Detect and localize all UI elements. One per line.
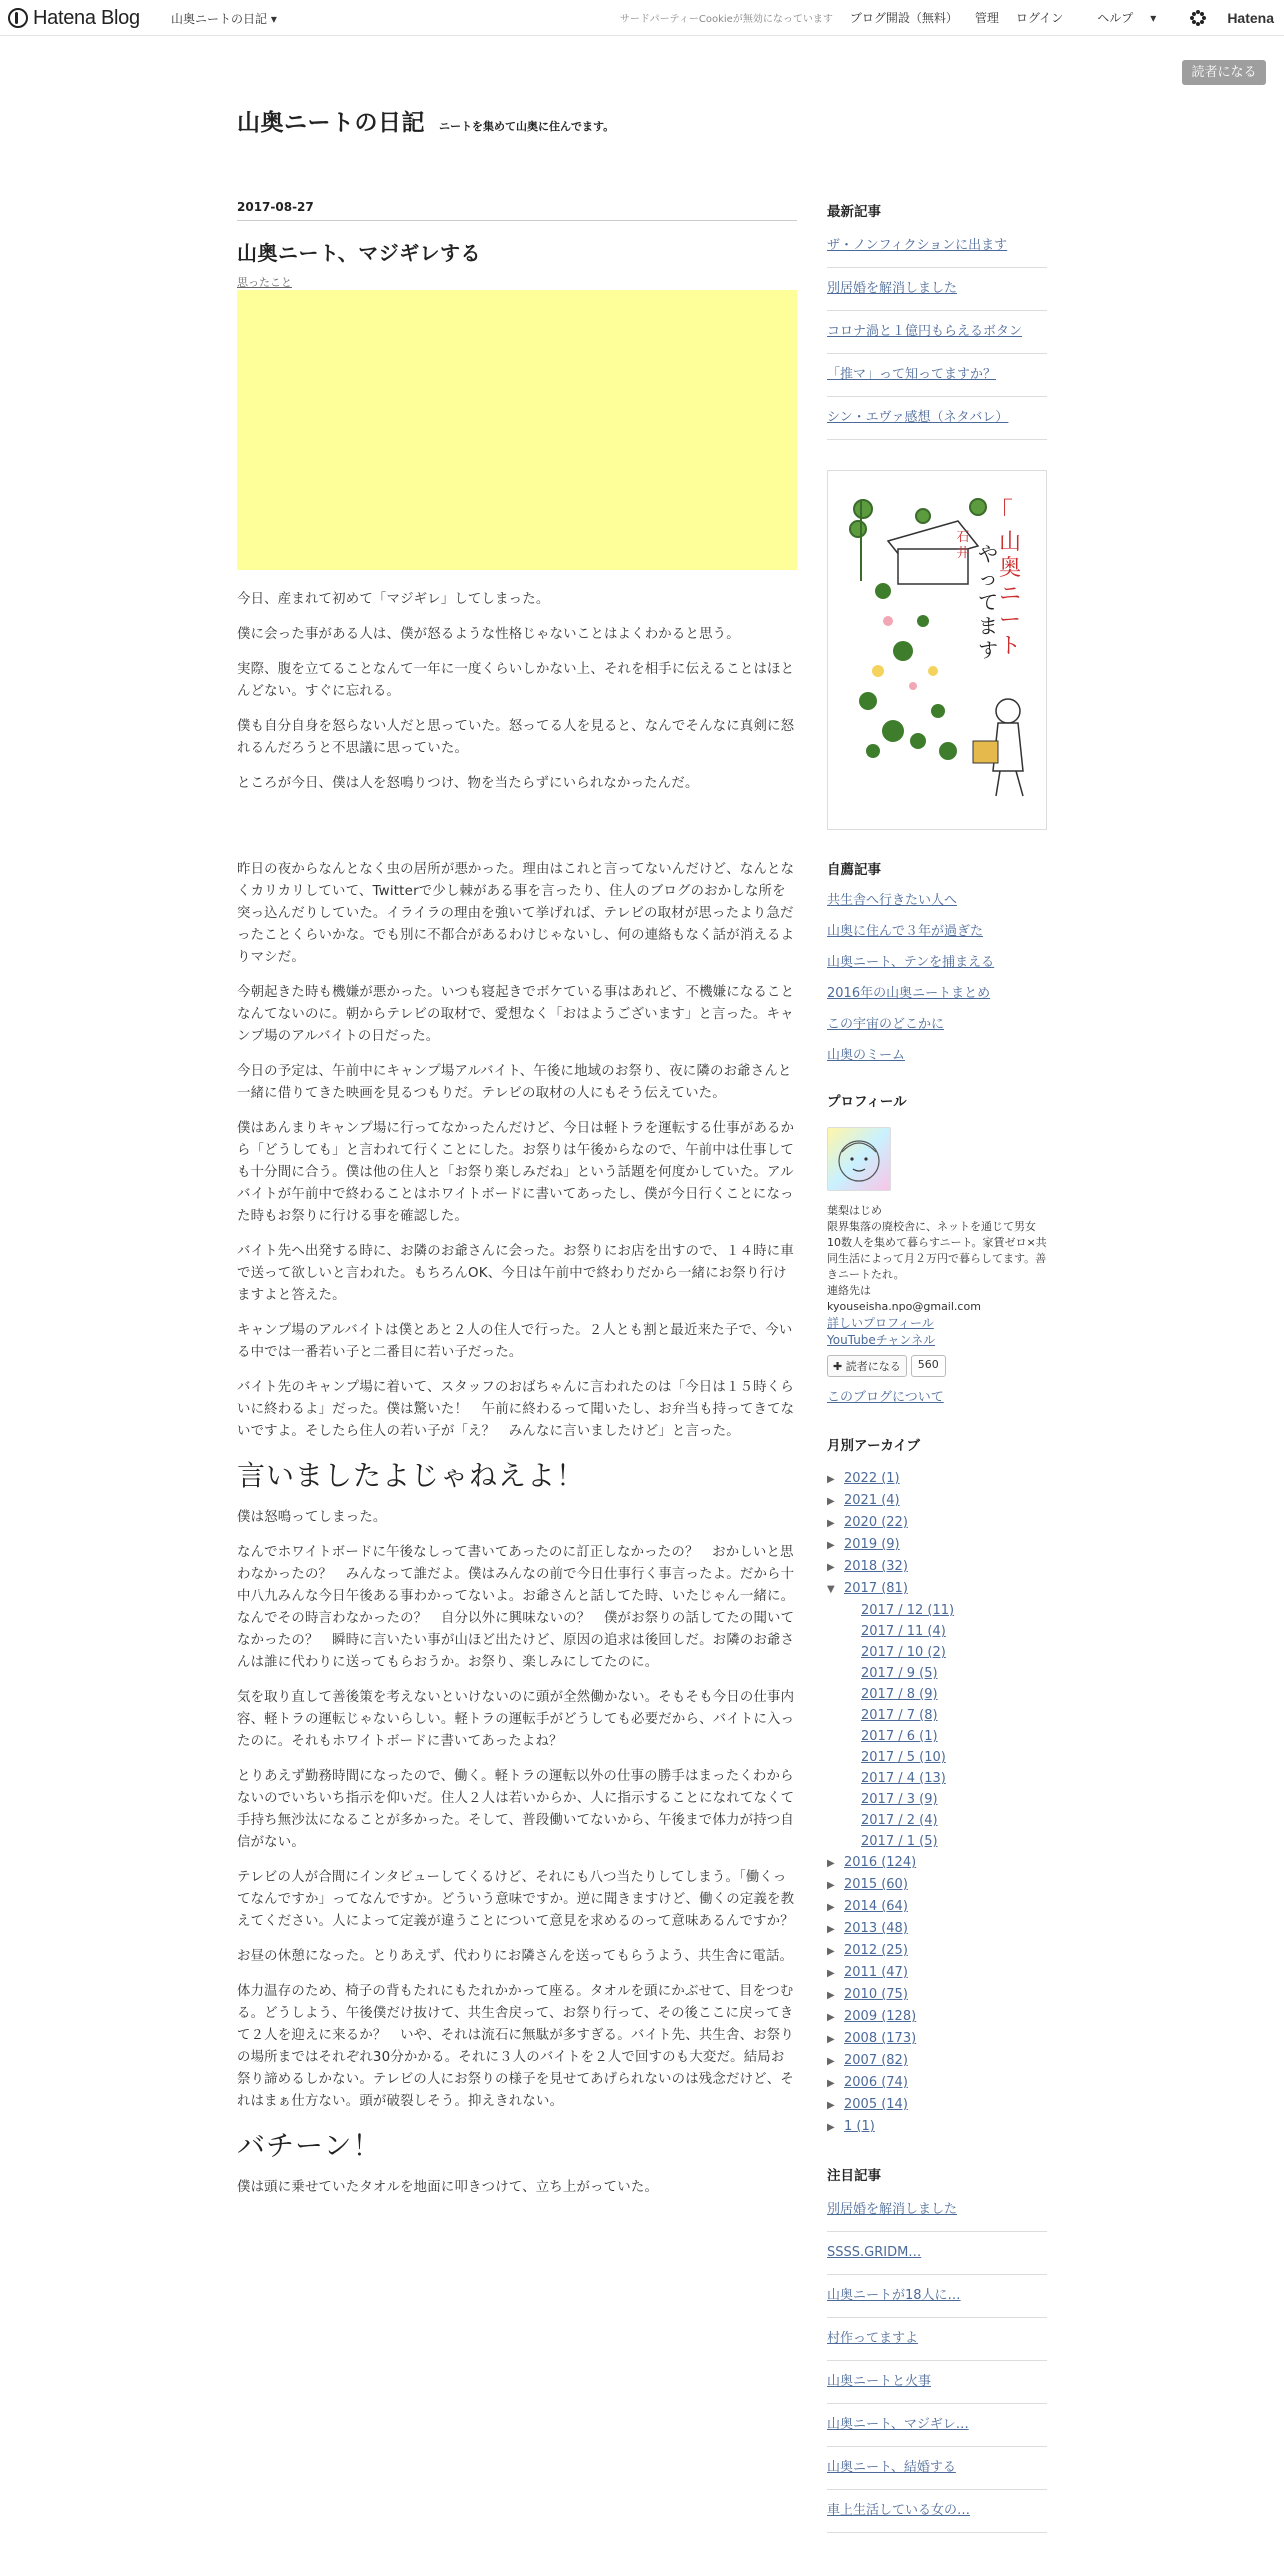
paragraph: 実際、腹を立てることなんて一年に一度くらいしかない上、それを相手に伝えることはほとんどない。すぐに忘れる。 (237, 662, 795, 699)
entry-category[interactable]: 思ったこと (237, 276, 292, 289)
archive-label: 2016 (124) (844, 1855, 917, 1870)
avatar[interactable] (827, 1127, 891, 1191)
archive-label: 2017 (81) (844, 1581, 908, 1596)
blog-name-menu[interactable] (171, 10, 277, 27)
archive-label: 2018 (32) (844, 1559, 908, 1574)
triangle-right-icon[interactable]: ▶ (827, 2078, 835, 2089)
entry-heading: 言いましたよじゃねえよ！ (237, 1459, 586, 1492)
open-blog-link[interactable]: ブログ開設（無料） (849, 11, 958, 25)
archive-label: 2017 / 5 (10) (861, 1750, 946, 1765)
archive-year-item[interactable] (827, 1512, 1047, 1534)
subscribe-widget (827, 1355, 1047, 1377)
archive-month-link[interactable] (827, 1747, 1047, 1768)
recent-entry-link[interactable]: 「推マ」って知ってますか？ (827, 365, 1047, 397)
archive-label: 2022 (1) (844, 1471, 900, 1486)
paragraph: テレビの人が合間にインタビューしてくるけど、それにも八つ当たりしてしまう。「働くってなんですか」ってなんですか。どういう意味ですか。逆に聞きますけど、働くの定義を教えてください。人によって定義が違うことについて意見を求めるのって意味あるんですか？ (237, 1870, 795, 1929)
archive-label: 1 (1) (844, 2119, 875, 2134)
archive-label: 2017 / 7 (8) (861, 1708, 938, 1723)
featured-entry-link[interactable]: 村作ってますよ (827, 2329, 1047, 2361)
archive-label: 2017 / 3 (9) (861, 1792, 938, 1807)
cookie-notice[interactable]: サードパーティーCookieが無効になっています (619, 14, 833, 25)
triangle-right-icon[interactable]: ▶ (827, 1496, 835, 1507)
sidebar-subscribe-label: 読者になる (845, 1360, 901, 1373)
archive-month-link[interactable] (827, 1831, 1047, 1852)
featured-entry-link[interactable]: 山奥ニート、結婚する (827, 2458, 1047, 2490)
entry-heading: バチーン！ (237, 2129, 382, 2162)
avatar-face-icon (828, 1128, 890, 1190)
paragraph: 今日、産まれて初めて「マジギレ」してしまった。 (237, 592, 550, 607)
svg-text:山: 山 (998, 530, 1022, 555)
archive-label: 2020 (22) (844, 1515, 908, 1530)
self-picks-list (827, 891, 1047, 1066)
archive-title: 月別アーカイブ (827, 1438, 921, 1454)
paragraph: 体力温存のため、椅子の背もたれにもたれかかって座る。タオルを頭にかぶせて、目をつむる。どうしよう、午後僕だけ抜けて、共生舎戻って、お祭り行って、その後ここに戻ってきて２人を迎えに来るか？ いや、それは流石に無駄が多すぎる。バイト先、共生舎、お祭りの場所まではそれぞれ30分かかる。それに３人のバイトを２人で回すのも大変だ。結局お祭り諦めるしかない。テレビの人にお祭りの様子を見せてあげられないのは残念だけど、それはまぁ仕方ない。頭が破裂しそう。抑えきれない。 (237, 1984, 794, 2109)
svg-text:す: す (978, 638, 998, 662)
profile-contact-label: 連絡先は (827, 1284, 871, 1297)
plus-icon: ✚ (833, 1360, 843, 1373)
archive-label: 2021 (4) (844, 1493, 900, 1508)
archive-year-item[interactable] (827, 1852, 1047, 1874)
archive-label: 2012 (25) (844, 1943, 908, 1958)
recent-entries-list (827, 236, 1047, 440)
paragraph: 僕に会った事がある人は、僕が怒るような性格じゃないことはよくわかると思う。 (237, 627, 740, 642)
triangle-right-icon[interactable]: ▶ (827, 1562, 835, 1573)
archive-label: 2017 / 6 (1) (861, 1729, 938, 1744)
archive-month-link[interactable] (827, 1726, 1047, 1747)
self-pick-link[interactable]: この宇宙のどこかに (827, 1017, 945, 1032)
archive-year-item[interactable] (827, 1534, 1047, 1556)
archive-label: 2005 (14) (844, 2097, 908, 2112)
archive-year-item[interactable] (827, 1984, 1047, 2006)
self-pick-link[interactable]: 山奥に住んで３年が過ぎた (827, 924, 984, 939)
profile-title: プロフィール (827, 1094, 907, 1110)
archive-label: 2017 / 8 (9) (861, 1687, 938, 1702)
sidebar-subscribe-button[interactable] (827, 1355, 907, 1377)
archive-label: 2009 (128) (844, 2009, 917, 2024)
paragraph: ところが今日、僕は人を怒鳴りつけ、物を当たらずにいられなかったんだ。 (237, 776, 699, 791)
triangle-right-icon[interactable]: ▶ (827, 2056, 835, 2067)
archive-month-link[interactable] (827, 1684, 1047, 1705)
sidebar (827, 200, 1047, 2544)
profile-name[interactable]: 葉梨はじめ (827, 1204, 882, 1217)
archive-month-link[interactable] (827, 1705, 1047, 1726)
archive-label: 2017 / 4 (13) (861, 1771, 946, 1786)
featured-entry-link[interactable]: SSSS.GRIDM… (827, 2243, 1047, 2275)
svg-text:井: 井 (956, 546, 970, 561)
triangle-right-icon[interactable]: ▶ (827, 1858, 835, 1869)
blog-description: ニートを集めて山奥に住んでます。 (439, 120, 615, 133)
chevron-down-icon: ▾ (1150, 11, 1157, 25)
triangle-right-icon[interactable]: ▶ (827, 1990, 835, 2001)
entry-title[interactable]: 山奥ニート、マジギレする (237, 241, 481, 265)
hatena-blog-logo-text: Hatena Blog (33, 6, 140, 29)
archive-year-item[interactable] (827, 1896, 1047, 1918)
recent-entries-title: 最新記事 (827, 204, 881, 220)
blog-title[interactable]: 山奥ニートの日記 (237, 110, 425, 136)
paragraph: 僕は怒鳴ってしまった。 (237, 1510, 387, 1525)
profile-description: 限界集落の廃校舎に、ネットを通じて男女10数人を集めて暮らすニート。家賃ゼロ×共同生活によって月２万円で暮らしてます。善きニートたれ。 (827, 1220, 1047, 1281)
archive-year-item[interactable] (827, 2094, 1047, 2116)
triangle-right-icon[interactable]: ▶ (827, 1902, 835, 1913)
archive-label: 2017 / 11 (4) (861, 1624, 946, 1639)
svg-text:や: や (978, 542, 998, 566)
profile-detail-link[interactable]: 詳しいプロフィール (827, 1316, 934, 1330)
featured-entry-link[interactable]: 車上生活している女の… (827, 2501, 1047, 2533)
featured-entry-link[interactable]: 山奥ニート、マジギレ… (827, 2415, 1047, 2447)
triangle-right-icon[interactable]: ▶ (827, 1474, 835, 1485)
header-links (603, 9, 1274, 26)
book-cover-image[interactable] (827, 470, 1047, 830)
archive-year-item[interactable] (827, 2050, 1047, 2072)
archive-label: 2015 (60) (844, 1877, 908, 1892)
triangle-right-icon[interactable]: ▶ (827, 1540, 835, 1551)
login-link[interactable]: ログイン (1015, 11, 1064, 25)
paragraph: バイト先へ出発する時に、お隣のお爺さんに会った。お祭りにお店を出すので、１４時に車で送って欲しいと言われた。もちろんOK、今日は午前中で終わりだから一緒にお祭り行けますよと答えた。 (237, 1244, 794, 1303)
entry-date[interactable]: 2017-08-27 (237, 200, 797, 221)
featured-entry-link[interactable]: 別居婚を解消しました (827, 2200, 1047, 2232)
triangle-right-icon[interactable]: ▶ (827, 1880, 835, 1891)
svg-text:っ: っ (978, 566, 998, 590)
archive-year-item[interactable] (827, 2006, 1047, 2028)
global-header (0, 0, 1284, 36)
paragraph: バイト先のキャンプ場に着いて、スタッフのおばちゃんに言われたのは「今日は１５時くらいに終わるよ」だった。僕は驚いた！ 午前に終わるって聞いたし、お弁当も持ってきてないですよ。そしたら住人の若い子が「え？ みんなに言いましたけど」と言った。 (237, 1380, 795, 1439)
archive-year-item[interactable] (827, 1490, 1047, 1512)
featured-list (827, 2200, 1047, 2533)
hatena-blog-logo[interactable] (8, 7, 140, 29)
recent-entry-link[interactable]: コロナ渦と１億円もらえるボタン (827, 322, 1047, 354)
hatena-menu[interactable] (1173, 10, 1274, 26)
svg-text:ま: ま (978, 614, 998, 638)
triangle-right-icon[interactable]: ▶ (827, 2122, 835, 2133)
paragraph: 僕も自分自身を怒らない人だと思っていた。怒ってる人を見ると、なんでそんなに真剣に怒れるんだろうと不思議に思っていた。 (237, 719, 795, 756)
archive-label: 2006 (74) (844, 2075, 908, 2090)
featured-entry-link[interactable]: 山奥ニートが18人に… (827, 2286, 1047, 2318)
paragraph: 昨日の夜からなんとなく虫の居所が悪かった。理由はこれと言ってないんだけど、なんとなくカリカリしていて、Twitterで少し棘がある事を言ったり、住人のブログのおかしな所を突っ込んだりしていた。イライラの理由を強いて挙げれば、テレビの取材が思ったより急だったことくらいかな。でも別に不都合があるわけじゃないし、何の連絡もなく話が消えるよりマシだ。 (237, 862, 795, 965)
archive-label: 2013 (48) (844, 1921, 908, 1936)
profile-info (827, 1203, 1047, 1315)
triangle-right-icon[interactable]: ▶ (827, 2100, 835, 2111)
chevron-down-icon: ▾ (270, 12, 277, 26)
recent-entry-link[interactable]: シン・エヴァ感想（ネタバレ） (827, 408, 1047, 440)
about-blog-link[interactable]: このブログについて (827, 1390, 944, 1405)
archive-label: 2008 (173) (844, 2031, 917, 2046)
archive-year-item[interactable] (827, 1962, 1047, 1984)
hatena-blog-logo-icon (8, 8, 28, 28)
svg-text:ー: ー (998, 608, 1022, 633)
archive-year-item[interactable] (827, 1874, 1047, 1896)
book-cover-illustration (828, 471, 1046, 829)
paragraph: なんでホワイトボードに午後なしって書いてあったのに訂正しなかったの？ おかしいと思わなかったの？ みんなって誰だよ。僕はみんなの前で今日仕事行く事言ったよ。だから十中八九みんな今日午後ある事わかってないよ。お爺さんと話してた時、いたじゃん一緒に。なんでその時言わなかったの？ 自分以外に興味ないの？ 僕がお祭りの話してたの聞いてなかったの？ 瞬時に言いたい事が山ほど出たけど、原因の追求は後回しだ。お隣のお爺さんは誰に代わりに送ってもらおうか。お祭り、楽しみにしてたのに。 (237, 1545, 795, 1670)
archive-list (827, 1468, 1047, 2138)
blog-name-label: 山奥ニートの日記 (171, 12, 268, 26)
archive-label: 2019 (9) (844, 1537, 900, 1552)
svg-text:ニ: ニ (998, 582, 1022, 607)
hatena-label: Hatena (1227, 9, 1274, 26)
featured-title: 注目記事 (827, 2168, 881, 2184)
archive-month-link[interactable] (827, 1810, 1047, 1831)
paragraph: 今朝起きた時も機嫌が悪かった。いつも寝起きでボケている事はあれど、不機嫌になることなんてないのに。朝からテレビの取材で、愛想なく「おはようございます」と言った。キャンプ場のアルバイトの日だった。 (237, 985, 795, 1044)
archive-label: 2007 (82) (844, 2053, 908, 2068)
triangle-right-icon[interactable]: ▶ (827, 1946, 835, 1957)
svg-text:石: 石 (956, 530, 970, 545)
triangle-down-icon[interactable]: ▼ (827, 1584, 835, 1595)
main-column (237, 200, 797, 2212)
self-pick-link[interactable]: 山奥のミーム (827, 1048, 906, 1063)
triangle-right-icon[interactable]: ▶ (827, 1924, 835, 1935)
admin-link[interactable]: 管理 (974, 11, 999, 25)
help-menu[interactable] (1080, 9, 1156, 26)
youtube-link[interactable]: YouTubeチャンネル (827, 1333, 936, 1347)
svg-text:て: て (978, 590, 998, 614)
subscribe-button[interactable]: 読者になる (1182, 60, 1266, 85)
triangle-right-icon[interactable]: ▶ (827, 2034, 835, 2045)
archive-month-link[interactable] (827, 1789, 1047, 1810)
svg-text:奥: 奥 (998, 556, 1022, 581)
recent-entry-link[interactable]: 別居婚を解消しました (827, 279, 1047, 311)
archive-year-item[interactable] (827, 1578, 1047, 1600)
recent-entry-link[interactable]: ザ・ノンフィクションに出ます (827, 236, 1047, 268)
paragraph: 僕は頭に乗せていたタオルを地面に叩きつけて、立ち上がっていた。 (237, 2180, 659, 2195)
triangle-right-icon[interactable]: ▶ (827, 1968, 835, 1979)
archive-label: 2011 (47) (844, 1965, 908, 1980)
archive-year-item[interactable] (827, 2116, 1047, 2138)
archive-year-item[interactable] (827, 2072, 1047, 2094)
self-picks-title: 自薦記事 (827, 862, 881, 878)
archive-year-item[interactable] (827, 1918, 1047, 1940)
archive-month-link[interactable] (827, 1663, 1047, 1684)
paragraph: 今日の予定は、午前中にキャンプ場アルバイト、午後に地域のお祭り、夜に隣のお爺さんと一緒に借りてきた映画を見るつもりだ。テレビの取材の人にもそう伝えていた。 (237, 1064, 792, 1101)
self-pick-link[interactable]: 共生舎へ行きたい人へ (827, 893, 958, 908)
archive-year-item[interactable] (827, 2028, 1047, 2050)
archive-label: 2017 / 12 (11) (861, 1603, 955, 1618)
triangle-right-icon[interactable]: ▶ (827, 1518, 835, 1529)
archive-month-link[interactable] (827, 1621, 1047, 1642)
paragraph: キャンプ場のアルバイトは僕とあと２人の住人で行った。２人とも割と最近来た子で、今いる中では一番若い子と二番目に若い子だった。 (237, 1323, 793, 1360)
archive-year-item[interactable] (827, 1468, 1047, 1490)
blog-title-area (237, 104, 614, 137)
archive-month-link[interactable] (827, 1600, 1047, 1621)
archive-year-item[interactable] (827, 1556, 1047, 1578)
paragraph: 気を取り直して善後策を考えないといけないのに頭が全然働かない。そもそも今日の仕事内容、軽トラの運転じゃないらしい。軽トラの運転手がどうしても必要だから、バイトに入ったのに。それもホワイトボードに書いてあったよね？ (237, 1690, 795, 1749)
self-pick-link[interactable]: 2016年の山奥ニートまとめ (827, 986, 991, 1001)
entry-body (237, 589, 797, 2199)
svg-text:ト: ト (998, 634, 1022, 659)
svg-text:「: 「 (986, 498, 1014, 528)
featured-entry-link[interactable]: 山奥ニートと火事 (827, 2372, 1047, 2404)
paragraph: 僕はあんまりキャンプ場に行ってなかったんだけど、今日は軽トラを運転する仕事があるから「どうしても」と言われて行くことにした。お祭りは午後からなので、午前中は仕事しても十分間に合う。僕は他の住人と「お祭り楽しみだね」という話題を何度かしていた。アルバイトが午前中で終わることはホワイトボードに書いてあったし、僕が今日行くことになった時もお祭りに行ける事を確認した。 (237, 1121, 795, 1224)
self-pick-link[interactable]: 山奥ニート、テンを捕まえる (827, 955, 995, 970)
profile-email: kyouseisha.npo@gmail.com (827, 1300, 981, 1313)
hatena-flower-icon (1190, 10, 1206, 26)
archive-month-link[interactable] (827, 1642, 1047, 1663)
archive-label: 2010 (75) (844, 1987, 908, 2002)
archive-month-link[interactable] (827, 1768, 1047, 1789)
triangle-right-icon[interactable]: ▶ (827, 2012, 835, 2023)
help-label: ヘルプ (1097, 11, 1134, 25)
spacer (237, 808, 797, 859)
ad-banner[interactable] (237, 290, 797, 570)
subscriber-count[interactable]: 560 (911, 1355, 946, 1377)
paragraph: お昼の休憩になった。とりあえず、代わりにお隣さんを送ってもらうよう、共生舎に電話。 (237, 1949, 794, 1964)
archive-year-item[interactable] (827, 1940, 1047, 1962)
archive-label: 2017 / 10 (2) (861, 1645, 946, 1660)
paragraph: とりあえず勤務時間になったので、働く。軽トラの運転以外の仕事の勝手はまったくわからないのでいちいち指示を仰いだ。住人２人は若いからか、人に指示することになれてなくて手持ち無沙汰になることが多かった。そして、普段働いてないから、午後まで体力が持つ自信がない。 (237, 1769, 795, 1850)
archive-label: 2017 / 1 (5) (861, 1834, 938, 1849)
archive-label: 2017 / 2 (4) (861, 1813, 938, 1828)
archive-label: 2017 / 9 (5) (861, 1666, 938, 1681)
archive-label: 2014 (64) (844, 1899, 908, 1914)
